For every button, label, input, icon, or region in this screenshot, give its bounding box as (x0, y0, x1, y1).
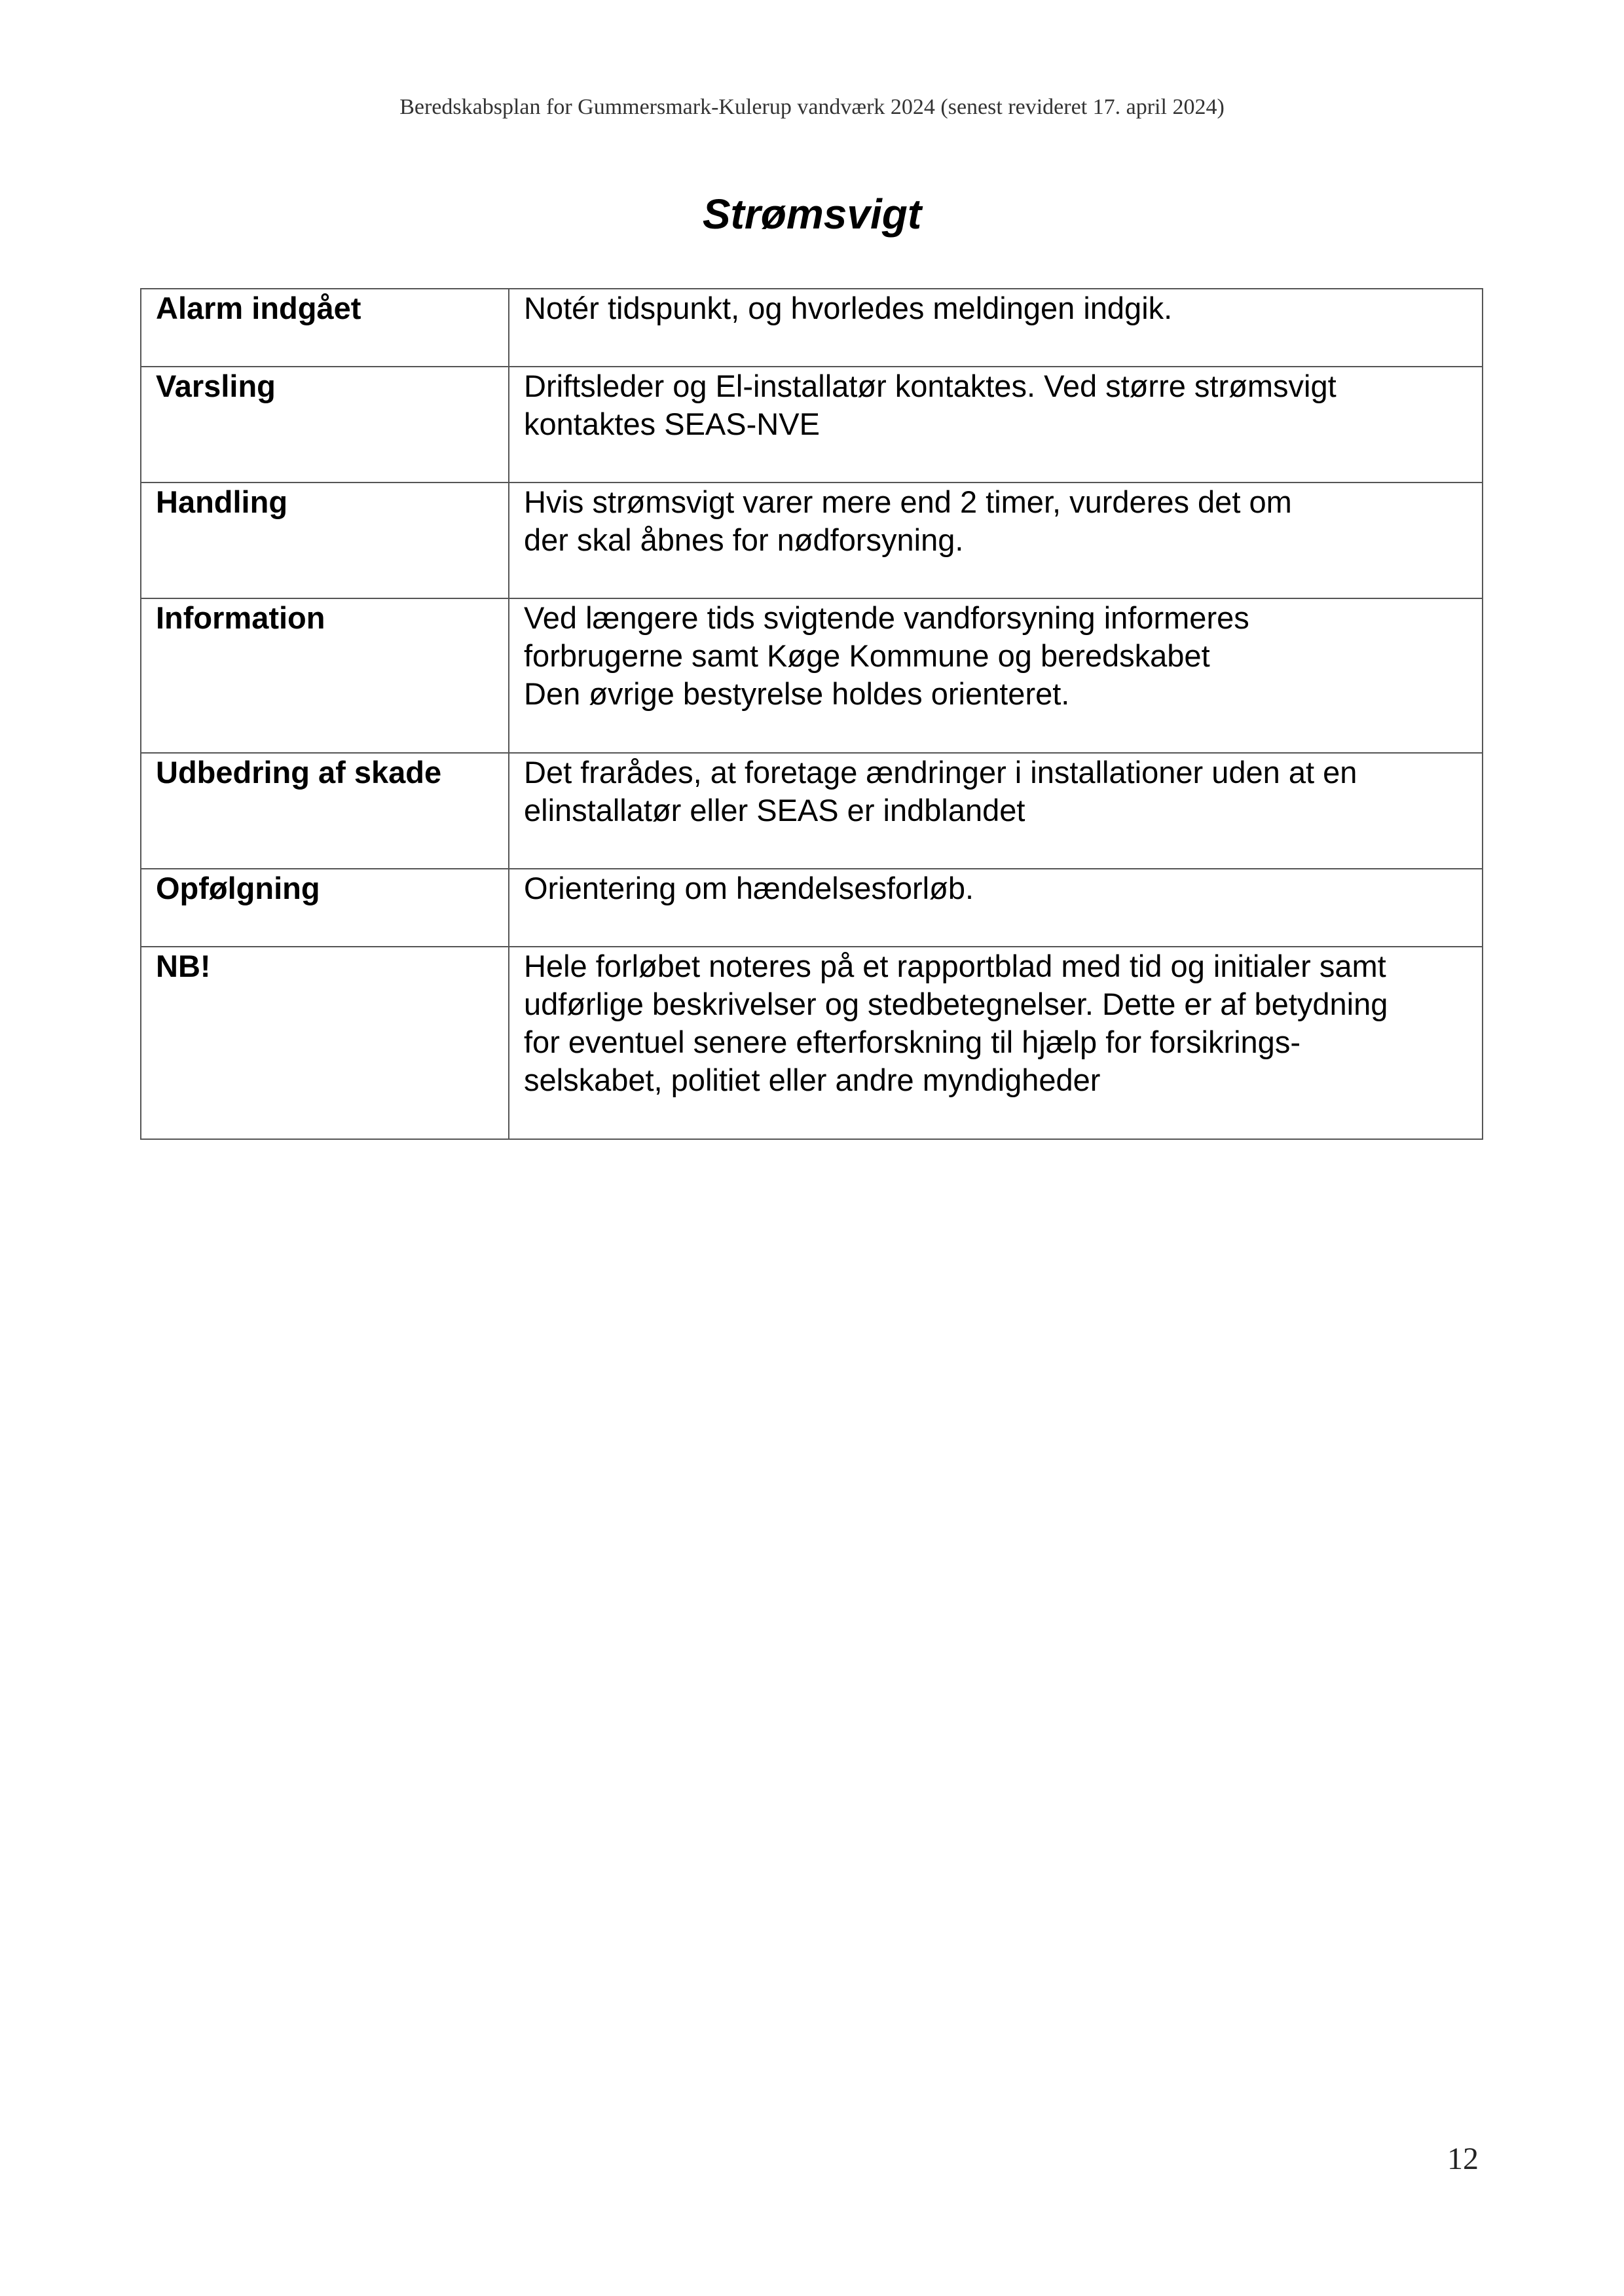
table-row (141, 598, 1483, 753)
table-row (141, 753, 1483, 869)
row-label-text: Opfølgning (156, 871, 320, 905)
row-content (509, 869, 1483, 947)
row-content (509, 753, 1483, 869)
row-content (509, 598, 1483, 753)
row-label (141, 869, 509, 947)
page-title: Strømsvigt (702, 191, 922, 238)
table-row (141, 483, 1483, 598)
row-content (509, 947, 1483, 1139)
row-label-text: Varsling (156, 369, 276, 403)
row-content (509, 289, 1483, 367)
row-content (509, 483, 1483, 598)
row-label (141, 947, 509, 1139)
emergency-plan-table (140, 288, 1483, 1140)
row-label-text: Information (156, 600, 325, 635)
row-label-text: Udbedring af skade (156, 755, 442, 790)
table-row (141, 869, 1483, 947)
row-content-text: Notér tidspunkt, og hvorledes meldingen indgik. (524, 291, 1173, 325)
table-row (141, 947, 1483, 1139)
row-content-text: Orientering om hændelsesforløb. (524, 871, 974, 905)
row-content-text: Det frarådes, at foretage ændringer i installationer uden at en elinstallatør eller SEAS er indblandet (524, 755, 1357, 828)
row-label (141, 753, 509, 869)
row-label (141, 598, 509, 753)
row-label (141, 289, 509, 367)
table-row (141, 367, 1483, 483)
page-number: 12 (1447, 2141, 1479, 2176)
row-label (141, 483, 509, 598)
row-label-text: NB! (156, 949, 211, 983)
row-label-text: Handling (156, 484, 288, 519)
row-content-text: Ved længere tids svigtende vandforsyning informeres forbrugerne samt Køge Kommune og beredskabet Den øvrige bestyrelse holdes orienteret. (524, 600, 1249, 711)
page-header: Beredskabsplan for Gummersmark-Kulerup vandværk 2024 (senest revideret 17. april 2024) (399, 95, 1225, 119)
row-label (141, 367, 509, 483)
row-content-text: Hvis strømsvigt varer mere end 2 timer, vurderes det om der skal åbnes for nødforsyning. (524, 484, 1292, 557)
row-label-text: Alarm indgået (156, 291, 361, 325)
row-content-text: Driftsleder og El-installatør kontaktes. Ved større strømsvigt kontaktes SEAS-NVE (524, 369, 1337, 441)
table-row (141, 289, 1483, 367)
row-content (509, 367, 1483, 483)
row-content-text: Hele forløbet noteres på et rapportblad med tid og initialer samt udførlige beskrivelser og stedbetegnelser. Dette er af betydning for eventuel senere efterforskning til hjælp for forsikrings- selskabet, politiet eller andre myndigheder (524, 949, 1388, 1097)
